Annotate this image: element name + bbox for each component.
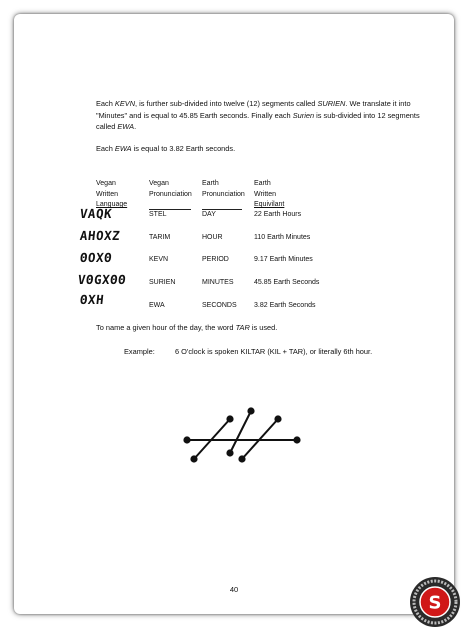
watermark-logo bbox=[409, 576, 461, 628]
table-cell-vegan: STEL bbox=[149, 211, 167, 218]
header-earth-pronunciation: Earth Pronunciation bbox=[202, 180, 245, 198]
table-cell-vegan: KEVN bbox=[149, 256, 169, 263]
table-cell-earth: DAY bbox=[202, 211, 216, 218]
figure-dot bbox=[191, 456, 196, 461]
vegan-glyph-kevn: ΘOXΘ bbox=[79, 250, 113, 265]
page-number: 40 bbox=[229, 585, 239, 594]
example-text: 6 O'clock is spoken KILTAR (KIL + TAR), or literally 6th hour. bbox=[175, 347, 373, 356]
paragraph-kevn: Each KEVN, is further sub-divided into twelve (12) segments called SURIEN. We translate it into "Minutes" and is equal to 45.85 Earth seconds. Finally each Surien is sub-divided into 12 segments called EWA. bbox=[96, 99, 420, 131]
watermark-letter: S bbox=[428, 592, 442, 614]
table-cell-equivalent: 3.82 Earth Seconds bbox=[254, 302, 316, 309]
figure-dot bbox=[227, 450, 232, 455]
header-earth-written-equivalent: Earth Written Equivilant bbox=[254, 180, 285, 209]
table-cell-vegan: SURIEN bbox=[149, 279, 176, 286]
paragraph-ewa: Each EWA is equal to 3.82 Earth seconds. bbox=[96, 144, 236, 153]
figure-dot bbox=[239, 456, 244, 461]
table-cell-equivalent: 110 Earth Minutes bbox=[254, 234, 311, 241]
vegan-glyph-ewa: ΘXH bbox=[79, 292, 105, 307]
header-vegan-written-language: Vegan Written Language bbox=[96, 180, 128, 209]
table-cell-equivalent: 9.17 Earth Minutes bbox=[254, 256, 313, 263]
figure-dot bbox=[275, 416, 280, 421]
header-underline-vegan bbox=[149, 209, 191, 210]
vegan-glyph-surien: VΘGXΘΘ bbox=[77, 272, 127, 287]
table-cell-vegan: EWA bbox=[149, 302, 165, 309]
table-cell-earth: HOUR bbox=[202, 234, 223, 241]
document-page bbox=[14, 14, 454, 614]
figure-dot bbox=[227, 416, 232, 421]
table-cell-earth: PERIOD bbox=[202, 256, 229, 263]
header-vegan-pronunciation: Vegan Pronunciation bbox=[149, 180, 192, 198]
table-cell-equivalent: 22 Earth Hours bbox=[254, 211, 302, 218]
table-cell-earth: MINUTES bbox=[202, 279, 234, 286]
vegan-glyph-stel: VAQK bbox=[79, 206, 113, 221]
table-cell-vegan: TARIM bbox=[149, 234, 171, 241]
header-underline-earth bbox=[202, 209, 242, 210]
figure-dot bbox=[184, 437, 189, 442]
figure-dot bbox=[294, 437, 299, 442]
numeral-six-figure bbox=[179, 406, 309, 466]
table-cell-earth: SECONDS bbox=[202, 302, 237, 309]
figure-dot bbox=[248, 408, 253, 413]
example-label: Example: bbox=[124, 347, 155, 356]
table-cell-equivalent: 45.85 Earth Seconds bbox=[254, 279, 320, 286]
paragraph-tar: To name a given hour of the day, the word TAR is used. bbox=[96, 323, 278, 332]
vegan-glyph-tarim: AHOXZ bbox=[79, 228, 121, 243]
